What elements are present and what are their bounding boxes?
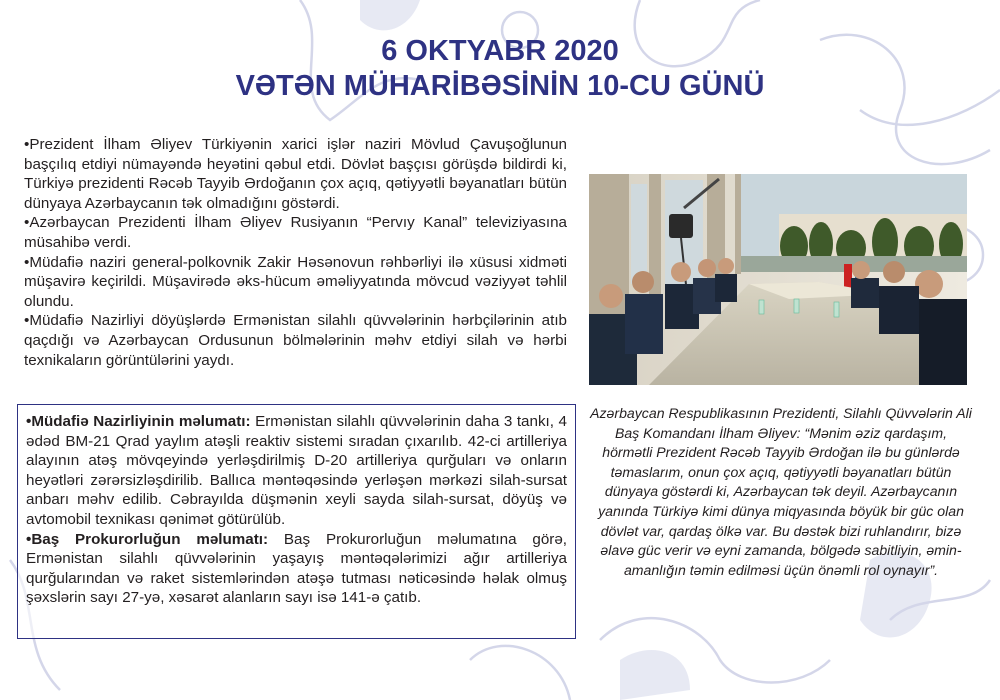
official-info-box [17, 404, 576, 639]
prosecutor-text: Baş Prokurorluğun məlumatına görə, Ermənistan silahlı qüvvələrinin yaşayış məntəqələrimizi ağır artilleriya qurğularından və raket sistemlərindən atəşə tutması nəticəsində həlak olmuş şəxslərin sayı 27-yə, xəsarət alanların sayı isə 141-ə çatıb. [26, 530, 567, 607]
page-title: VƏTƏN MÜHARİBƏSİNİN 10-CU GÜNÜ [235, 70, 765, 102]
quote-caption: Azərbaycan Respublikasının Prezidenti, Silahlı Qüvvələrin Ali Baş Komandanı İlham Əliyev: “Mənim əziz qardaşım, hörmətli Prezident Rəcəb Tayyib Ərdoğan ilə bu günlərdə təmaslarım, onun çox açıq, qətiyyətli bəyanatları bütün dünyaya göstərdi ki, Azərbaycan tək deyil. Azərbaycanın yanında Türkiyə kimi dünya miqyasında böyük bir güc olan dövlət var, qardaş ölkə var. Bu dəstək bizi ruhlandırır, bizə əlavə güc verir və eyni zamanda, bölgədə sabitliyin, əmin-amanlığın təmin edilməsi üçün önəmli rol oynayır”. [590, 405, 972, 578]
date-heading: 6 OKTYABR 2020 [381, 35, 619, 67]
prosecutor-paragraph [26, 530, 567, 608]
news-bullet: •Müdafiə naziri general-polkovnik Zakir Həsənovun rəhbərliyi ilə xüsusi xidməti müşavirə keçirildi. Müşavirədə əks-hücum əməliyyatında mövcud vəziyyət təhlil olundu. [24, 253, 567, 310]
news-bullet-list [24, 135, 567, 370]
defense-ministry-text: Ermənistan silahlı qüvvələrinin daha 3 tankı, 4 ədəd BM-21 Qrad yaylım atəşli reaktiv sistemi sıradan çıxarılıb. 42-ci artilleriya alayının atəş mövqeyində yerləşdirilmiş D-20 artilleriya qurğuları və onların heyətləri zərərsizləşdirilib. Ballıca məntəqəsində yerləşən mərkəzi silah-sursat anbarı məhv edilib. Cəbrayılda düşmənin xeyli sayda silah-sursat, döyüş və avtomobil texnikası qənimət götürülüb. [26, 413, 567, 528]
page-header [0, 34, 1000, 104]
news-bullet: •Prezident İlham Əliyev Türkiyənin xarici işlər naziri Mövlud Çavuşoğlunun başçılıq etdiyi nümayəndə heyətini qəbul etdi. Dövlət başçısı görüşdə bildirdi ki, Türkiyə prezidenti Rəcəb Tayyib Ərdoğanın çox açıq, qətiyyətli bəyanatları bütün dünyaya Azərbaycanın tək olmadığını göstərdi. [24, 136, 567, 212]
meeting-photo [589, 174, 967, 385]
news-bullet: •Müdafiə Nazirliyi döyüşlərdə Ermənistan silahlı qüvvələrinin hərbçilərinin atıb qaçdığı və Azərbaycan Ordusunun bölmələrinin məhv etdiyi silah və hərbi texnikaların görüntülərini yaydı. [24, 312, 567, 369]
defense-ministry-paragraph [26, 412, 567, 530]
news-bullet: •Azərbaycan Prezidenti İlham Əliyev Rusiyanın “Pervıy Kanal” televiziyasına müsahibə verdi. [24, 214, 567, 251]
prosecutor-label: •Baş Prokurorluğun məlumatı: [26, 530, 269, 548]
defense-ministry-label: •Müdafiə Nazirliyinin məlumatı: [26, 413, 251, 430]
